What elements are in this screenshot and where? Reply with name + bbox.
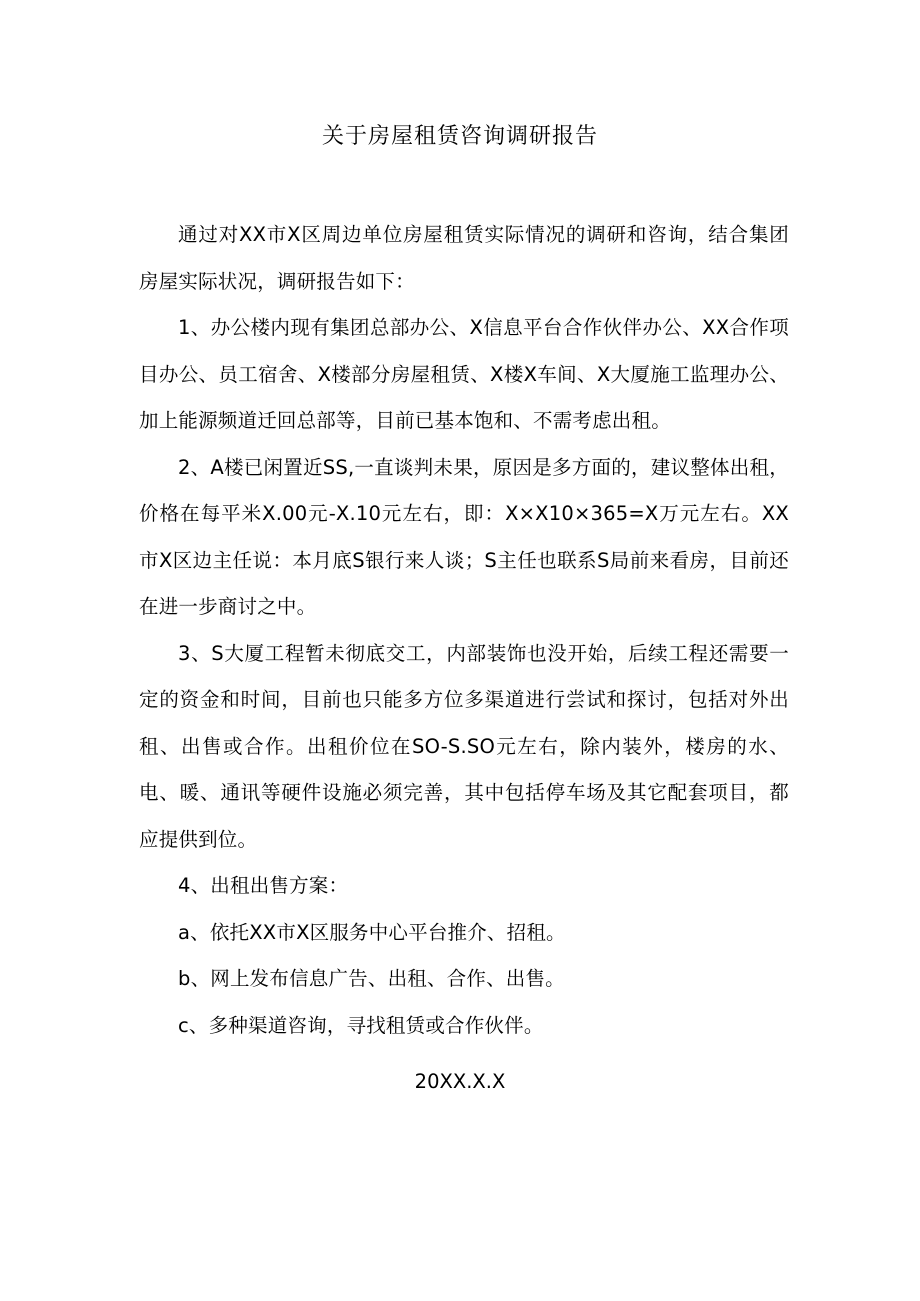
plan-item-b: b、网上发布信息广告、出租、合作、出售。 <box>178 967 565 990</box>
document-body <box>139 212 789 1049</box>
document-date: 20XX.X.X <box>414 1070 506 1093</box>
section-4-heading: 4、出租出售方案： <box>178 874 349 897</box>
plan-item-c: c、多种渠道咨询，寻找租赁或合作伙伴。 <box>178 1013 544 1037</box>
intro-paragraph: 通过对XX市X区周边单位房屋租赁实际情况的调研和咨询，结合集团房屋实际状况，调研报告如下： <box>139 223 789 293</box>
plan-item-a: a、依托XX市X区服务中心平台推介、招租。 <box>178 920 566 944</box>
document-title: 关于房屋租赁咨询调研报告 <box>321 124 598 149</box>
section-2-paragraph: 2、A楼已闲置近SS,一直谈判未果，原因是多方面的，建议整体出租，价格在每平米X.00元-X.10元左右，即：X×X10×365=X万元左右。XX市X区边主任说：本月底S银行来人谈；S主任也联系S局前来看房，目前还在进一步商讨之中。 <box>139 455 789 618</box>
section-3-paragraph: 3、S大厦工程暂未彻底交工，内部装饰也没开始，后续工程还需要一定的资金和时间，目前也只能多方位多渠道进行尝试和探讨，包括对外出租、出售或合作。出租价位在SO-S.SO元左右，除内装外，楼房的水、电、暖、通讯等硬件设施必须完善，其中包括停车场及其它配套项目，都应提供到位。 <box>139 641 789 851</box>
section-1-paragraph: 1、办公楼内现有集团总部办公、X信息平台合作伙伴办公、XX合作项目办公、员工宿舍、X楼部分房屋租赁、X楼X车间、X大厦施工监理办公、加上能源频道迁回总部等，目前已基本饱和、不需考虑出租。 <box>139 316 789 432</box>
